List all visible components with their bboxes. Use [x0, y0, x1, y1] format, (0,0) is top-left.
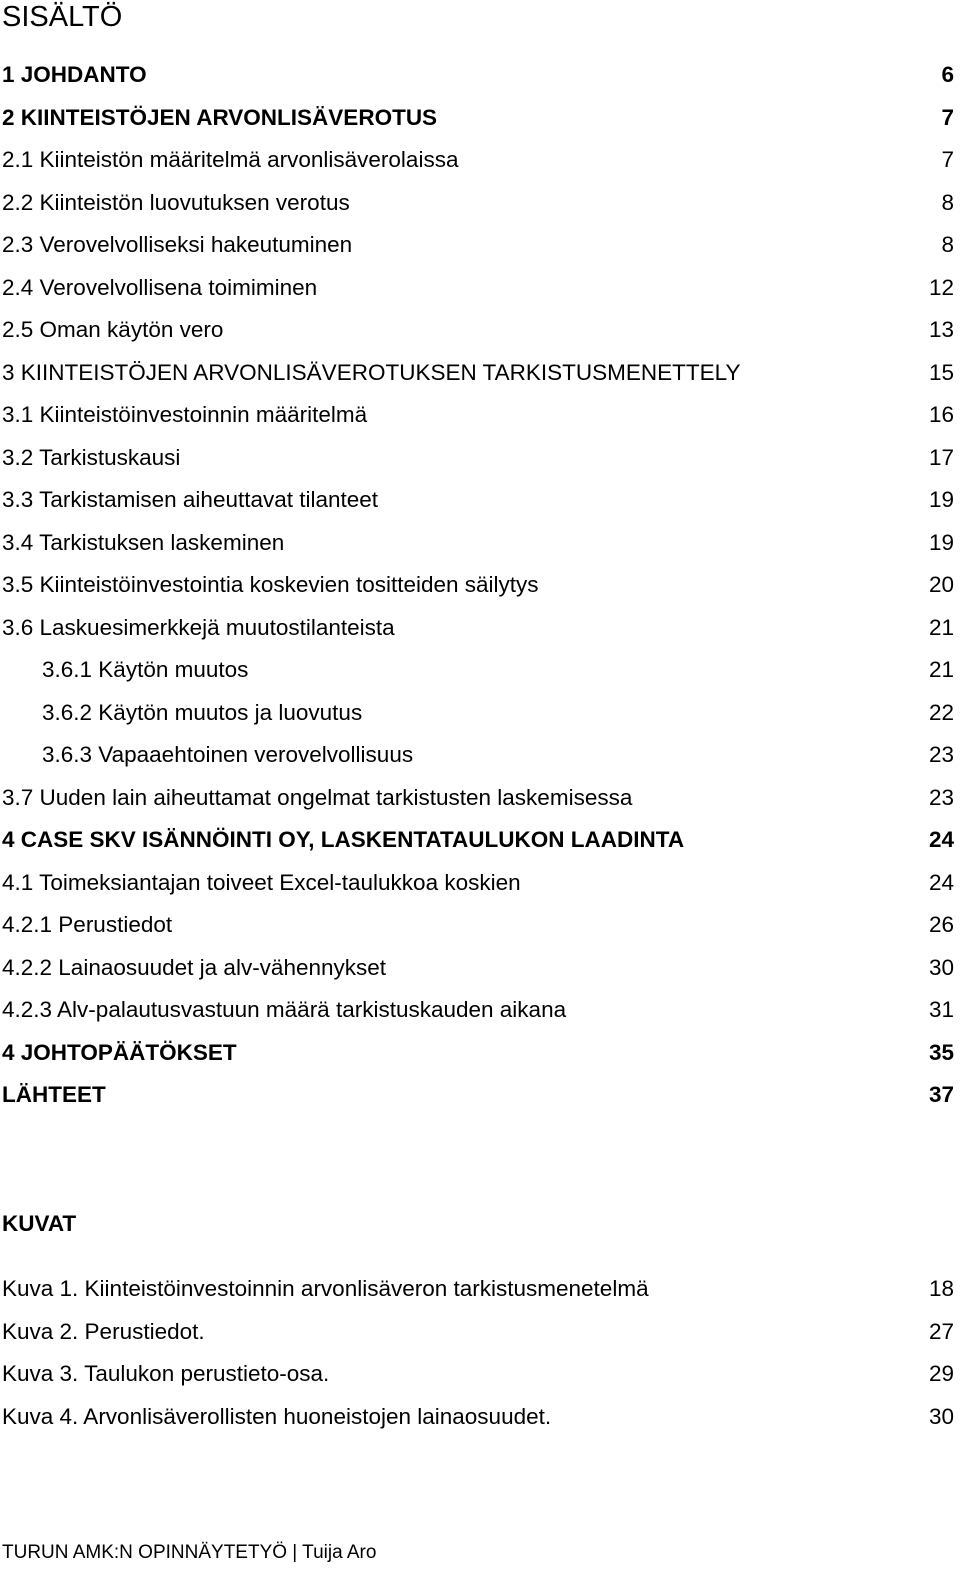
toc-entry-page: 7: [941, 147, 954, 172]
toc-entry-title: 4.2.2 Lainaosuudet ja alv-vähennykset: [2, 954, 387, 980]
toc-entry-page: 20: [928, 572, 954, 597]
figure-entry-page: 30: [928, 1403, 954, 1429]
toc-entry: [0, 989, 960, 1032]
toc-entry: [0, 394, 960, 437]
toc-entry: [0, 54, 960, 97]
toc-entry: [0, 267, 960, 310]
figure-entry-page: 27: [928, 1318, 954, 1344]
toc-entry-page: 30: [928, 954, 954, 980]
toc-entry: [0, 819, 960, 862]
figure-entry: [0, 1311, 960, 1354]
toc-entry-title: 2.3 Verovelvolliseksi hakeutuminen: [2, 232, 353, 257]
toc-entry-title: 3.7 Uuden lain aiheuttamat ongelmat tarkistusten laskemisessa: [2, 784, 633, 810]
toc-entry: [0, 607, 960, 650]
figure-entry-page: 18: [928, 1276, 954, 1301]
table-of-contents: [0, 54, 960, 1117]
toc-entry: [0, 224, 960, 267]
toc-entry-page: 19: [928, 487, 954, 512]
toc-entry-title: 4 CASE SKV ISÄNNÖINTI OY, LASKENTATAULUKON LAADINTA: [2, 827, 685, 852]
figure-entry: [0, 1396, 960, 1439]
toc-entry-page: 8: [941, 189, 954, 215]
toc-entry-page: 21: [928, 614, 954, 640]
toc-entry-title: 3.6.3 Vapaaehtoinen verovelvollisuus: [42, 742, 414, 767]
toc-entry-page: 17: [928, 444, 954, 470]
toc-entry-page: 6: [941, 62, 954, 87]
toc-entry: [0, 437, 960, 480]
toc-entry: [0, 564, 960, 607]
toc-entry-page: 12: [928, 274, 954, 300]
toc-entry: [0, 777, 960, 820]
toc-entry-page: 7: [941, 104, 954, 130]
toc-entry-title: 3.1 Kiinteistöinvestoinnin määritelmä: [2, 402, 368, 427]
toc-entry-title: 4 JOHTOPÄÄTÖKSET: [2, 1039, 237, 1065]
toc-entry-page: 23: [928, 742, 954, 767]
toc-entry-page: 8: [941, 232, 954, 257]
toc-entry: [0, 947, 960, 990]
toc-entry-page: 37: [928, 1082, 954, 1107]
toc-entry-title: 4.2.3 Alv-palautusvastuun määrä tarkistuskauden aikana: [2, 997, 567, 1022]
toc-entry: [0, 734, 960, 777]
toc-entry: [0, 352, 960, 395]
figures-heading: KUVAT: [2, 1211, 77, 1236]
toc-entry-page: 35: [928, 1039, 954, 1065]
toc-entry-title: 2.2 Kiinteistön luovutuksen verotus: [2, 189, 350, 215]
figure-entry-title: Kuva 4. Arvonlisäverollisten huoneistojen lainaosuudet.: [2, 1403, 552, 1429]
toc-entry: [0, 1032, 960, 1075]
toc-entry-page: 26: [928, 912, 954, 937]
toc-entry-title: 3.4 Tarkistuksen laskeminen: [2, 529, 285, 555]
toc-entry-page: 23: [928, 784, 954, 810]
toc-entry-title: 3.6 Laskuesimerkkejä muutostilanteista: [2, 614, 395, 640]
figure-entry-title: Kuva 1. Kiinteistöinvestoinnin arvonlisäveron tarkistusmenetelmä: [2, 1276, 649, 1301]
toc-entry: [0, 692, 960, 735]
figure-entry: [0, 1268, 960, 1311]
toc-entry: [0, 479, 960, 522]
list-of-figures: [0, 1268, 960, 1438]
toc-entry-title: 2.4 Verovelvollisena toimiminen: [2, 274, 318, 300]
toc-entry: [0, 904, 960, 947]
figure-entry-title: Kuva 2. Perustiedot.: [2, 1318, 205, 1344]
toc-entry-title: 3.5 Kiinteistöinvestointia koskevien tositteiden säilytys: [2, 572, 539, 597]
toc-entry-title: 3.3 Tarkistamisen aiheuttavat tilanteet: [2, 487, 379, 512]
toc-entry-title: 1 JOHDANTO: [2, 62, 147, 87]
toc-entry: [0, 522, 960, 565]
toc-entry-title: 2 KIINTEISTÖJEN ARVONLISÄVEROTUS: [2, 104, 438, 130]
page-title: SISÄLTÖ: [2, 1, 123, 33]
toc-entry-page: 19: [928, 529, 954, 555]
toc-entry-page: 24: [928, 827, 954, 852]
page-footer: TURUN AMK:N OPINNÄYTETYÖ | Tuija Aro: [2, 1542, 377, 1563]
toc-entry-title: 3 KIINTEISTÖJEN ARVONLISÄVEROTUKSEN TARKISTUSMENETTELY: [2, 359, 741, 385]
toc-entry-page: 15: [928, 359, 954, 385]
toc-entry: [0, 97, 960, 140]
toc-entry: [0, 1074, 960, 1117]
figure-entry-title: Kuva 3. Taulukon perustieto-osa.: [2, 1361, 330, 1386]
toc-entry-title: 2.5 Oman käytön vero: [2, 317, 224, 342]
toc-entry-title: 4.1 Toimeksiantajan toiveet Excel-taulukkoa koskien: [2, 869, 521, 895]
toc-entry-page: 31: [928, 997, 954, 1022]
toc-entry-page: 24: [928, 869, 954, 895]
toc-entry-title: LÄHTEET: [2, 1082, 106, 1107]
toc-entry: [0, 649, 960, 692]
figure-entry-page: 29: [928, 1361, 954, 1386]
toc-entry-page: 13: [928, 317, 954, 342]
toc-entry: [0, 139, 960, 182]
toc-entry: [0, 862, 960, 905]
toc-entry-title: 3.6.2 Käytön muutos ja luovutus: [42, 699, 363, 725]
toc-entry: [0, 182, 960, 225]
toc-entry-title: 3.2 Tarkistuskausi: [2, 444, 181, 470]
toc-entry-title: 3.6.1 Käytön muutos: [42, 657, 249, 682]
toc-entry-page: 21: [928, 657, 954, 682]
figure-entry: [0, 1353, 960, 1396]
toc-entry-page: 22: [928, 699, 954, 725]
toc-entry: [0, 309, 960, 352]
toc-entry-title: 2.1 Kiinteistön määritelmä arvonlisäverolaissa: [2, 147, 459, 172]
toc-entry-title: 4.2.1 Perustiedot: [2, 912, 173, 937]
toc-entry-page: 16: [928, 402, 954, 427]
